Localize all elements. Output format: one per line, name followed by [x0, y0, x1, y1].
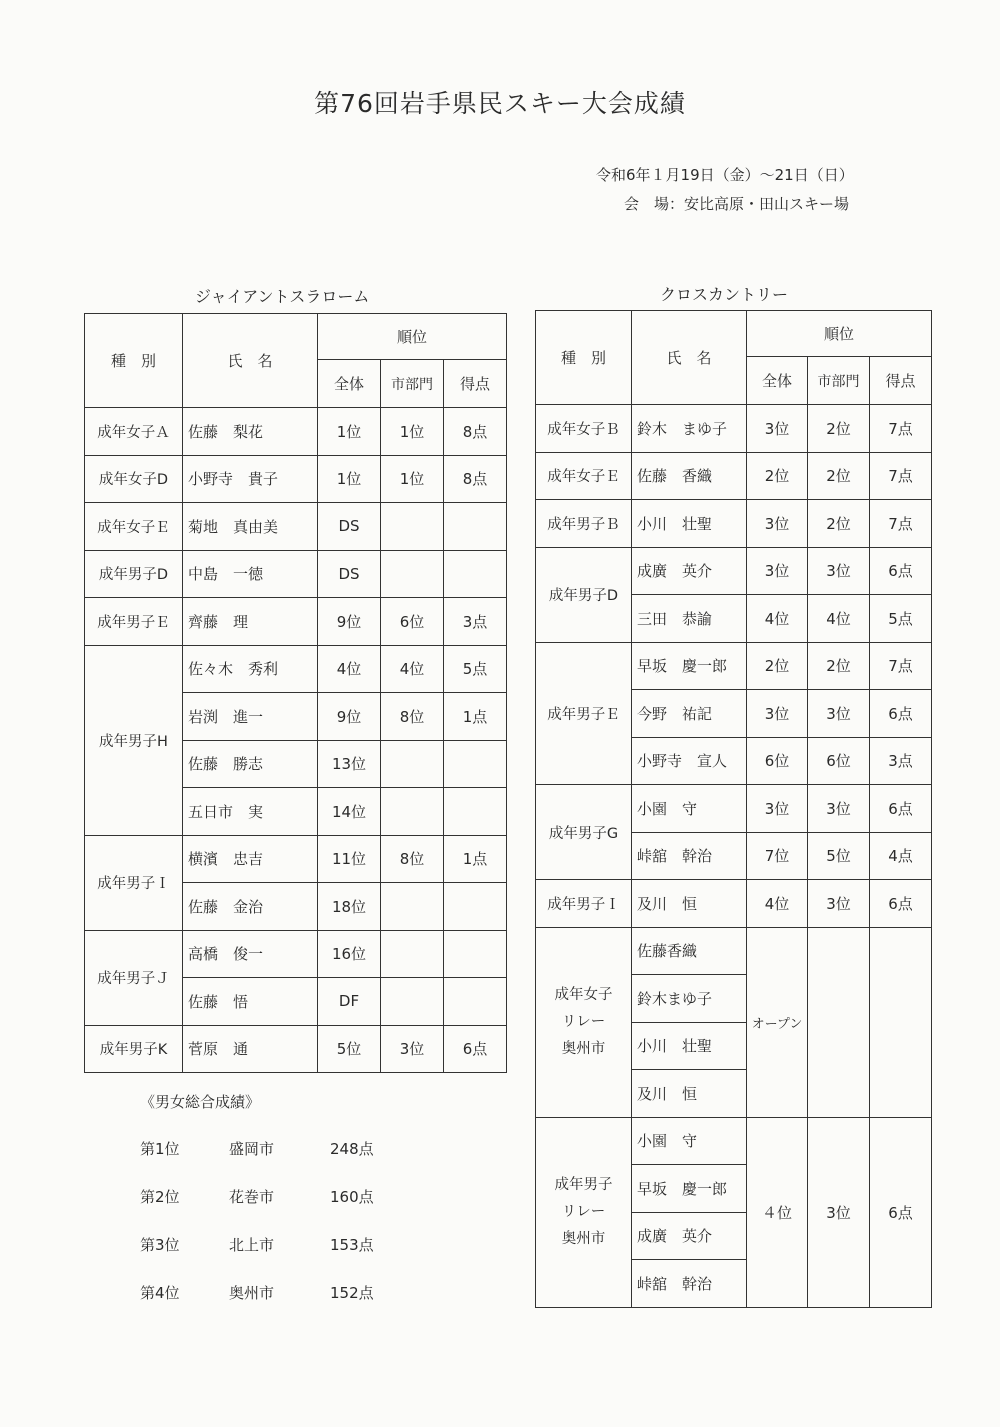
name-cell: 佐藤 梨花 — [183, 408, 318, 456]
table-row — [536, 452, 932, 500]
overall-rank-cell: 1位 — [318, 408, 381, 456]
overall-rank-cell: 9位 — [318, 598, 381, 646]
points-cell — [870, 927, 932, 1117]
overall-rank-cell: DF — [318, 978, 381, 1026]
city-rank-cell: 1位 — [381, 408, 444, 456]
table-row — [85, 550, 507, 598]
header-points: 得点 — [870, 357, 932, 405]
overall-rank: 第2位 — [140, 1188, 180, 1206]
city-rank-cell: 6位 — [808, 737, 870, 785]
name-cell: 高橋 俊一 — [183, 930, 318, 978]
points-cell — [444, 978, 507, 1026]
table-row — [536, 500, 932, 548]
table-row — [536, 547, 932, 595]
points-cell: 7点 — [870, 642, 932, 690]
name-cell: 鈴木 まゆ子 — [632, 405, 747, 453]
city-rank-cell: 4位 — [381, 645, 444, 693]
name-cell: 小野寺 宣人 — [632, 737, 747, 785]
overall-rank-cell: 5位 — [318, 1025, 381, 1073]
points-cell — [444, 883, 507, 931]
name-cell: 菊地 真由美 — [183, 503, 318, 551]
relay-category-line: 成年男子 — [554, 1176, 613, 1193]
name-cell: 佐藤 勝志 — [183, 740, 318, 788]
overall-rank-cell: オープン — [747, 927, 808, 1117]
name-cell: 五日市 実 — [183, 788, 318, 836]
points-cell — [444, 550, 507, 598]
header-city-division: 市部門 — [381, 360, 444, 408]
name-cell: 成廣 英介 — [632, 1212, 747, 1260]
category-cell: 成年男子K — [85, 1025, 183, 1073]
name-cell: 及川 恒 — [632, 1070, 747, 1118]
points-cell — [444, 503, 507, 551]
city-rank-cell: 3位 — [808, 690, 870, 738]
overall-rank-cell: 4位 — [318, 645, 381, 693]
header-overall: 全体 — [747, 357, 808, 405]
name-cell: 小川 壮聖 — [632, 500, 747, 548]
document-title: 第76回岩手県民スキー大会成績 — [314, 89, 686, 118]
name-cell: 峠舘 幹治 — [632, 832, 747, 880]
points-cell: 6点 — [870, 547, 932, 595]
city-rank-cell: 8位 — [381, 693, 444, 741]
overall-rank-cell: 2位 — [747, 642, 808, 690]
city-rank-cell — [381, 740, 444, 788]
overall-rank-cell: 7位 — [747, 832, 808, 880]
overall-rank-cell: 3位 — [747, 785, 808, 833]
category-cell: 成年女子Ａ — [85, 408, 183, 456]
overall-rank-cell: 4位 — [747, 595, 808, 643]
name-cell: 齊藤 理 — [183, 598, 318, 646]
city-rank-cell: 1位 — [381, 455, 444, 503]
overall-rank-cell: 14位 — [318, 788, 381, 836]
city-rank-cell: 2位 — [808, 500, 870, 548]
points-cell: 3点 — [870, 737, 932, 785]
city-rank-cell: 8位 — [381, 835, 444, 883]
name-cell: 小野寺 貴子 — [183, 455, 318, 503]
relay-category-line: リレー — [561, 1203, 606, 1220]
overall-rank: 第4位 — [140, 1284, 180, 1302]
name-cell: 佐藤 悟 — [183, 978, 318, 1026]
table-row — [85, 503, 507, 551]
overall-rank-cell: 3位 — [747, 690, 808, 738]
points-cell: 4点 — [870, 832, 932, 880]
points-cell: 6点 — [444, 1025, 507, 1073]
header-city-division: 市部門 — [808, 357, 870, 405]
overall-rank-cell: 1位 — [318, 455, 381, 503]
category-cell: 成年男子Ｅ — [85, 598, 183, 646]
overall-rank-cell: 3位 — [747, 405, 808, 453]
name-cell: 鈴木まゆ子 — [632, 975, 747, 1023]
name-cell: 佐々木 秀利 — [183, 645, 318, 693]
table-row — [536, 880, 932, 928]
overall-rank-cell: DS — [318, 550, 381, 598]
category-cell: 成年男子Ｅ — [536, 642, 632, 785]
city-rank-cell — [381, 503, 444, 551]
overall-rank-cell: 6位 — [747, 737, 808, 785]
city-rank-cell: 3位 — [808, 1117, 870, 1307]
points-cell — [444, 740, 507, 788]
city-rank-cell: 3位 — [808, 785, 870, 833]
city-rank-cell — [808, 927, 870, 1117]
points-cell: 7点 — [870, 405, 932, 453]
giant-slalom-title: ジャイアントスラローム — [195, 287, 370, 306]
overall-rank: 第3位 — [140, 1236, 180, 1254]
overall-rank-cell: 3位 — [747, 547, 808, 595]
table-row — [536, 1117, 932, 1165]
relay-category-line: 奥州市 — [561, 1040, 606, 1057]
cross-country-table — [535, 310, 932, 1308]
points-cell: 5点 — [870, 595, 932, 643]
relay-category-line: リレー — [561, 1013, 606, 1030]
table-row — [85, 930, 507, 978]
header-name: 氏 名 — [632, 311, 747, 405]
points-cell: 3点 — [444, 598, 507, 646]
name-cell: 横濱 忠吉 — [183, 835, 318, 883]
relay-category-line: 成年女子 — [554, 986, 613, 1003]
table-row — [85, 598, 507, 646]
overall-rank-cell: ４位 — [747, 1117, 808, 1307]
category-cell: 成年男子Ｉ — [536, 880, 632, 928]
table-row — [85, 645, 507, 693]
points-cell: 6点 — [870, 880, 932, 928]
overall-points: 152点 — [330, 1284, 374, 1302]
header-points: 得点 — [444, 360, 507, 408]
name-cell: 佐藤 金治 — [183, 883, 318, 931]
overall-city: 北上市 — [229, 1236, 275, 1254]
points-cell — [444, 788, 507, 836]
city-rank-cell: 2位 — [808, 452, 870, 500]
name-cell: 佐藤香織 — [632, 927, 747, 975]
cross-country-title: クロスカントリー — [660, 285, 789, 304]
overall-rank-cell: 2位 — [747, 452, 808, 500]
name-cell: 早坂 慶一郎 — [632, 1165, 747, 1213]
points-cell: 1点 — [444, 693, 507, 741]
city-rank-cell: 2位 — [808, 405, 870, 453]
overall-rank-cell: 9位 — [318, 693, 381, 741]
category-cell: 成年男子Ｊ — [85, 930, 183, 1025]
city-rank-cell: 6位 — [381, 598, 444, 646]
city-rank-cell — [381, 550, 444, 598]
overall-points: 160点 — [330, 1188, 374, 1206]
relay-category-cell — [536, 927, 632, 1117]
name-cell: 菅原 通 — [183, 1025, 318, 1073]
name-cell: 佐藤 香織 — [632, 452, 747, 500]
city-rank-cell: 2位 — [808, 642, 870, 690]
points-cell: 6点 — [870, 785, 932, 833]
points-cell: 8点 — [444, 455, 507, 503]
relay-category-line: 奥州市 — [561, 1230, 606, 1247]
overall-city: 花巻市 — [229, 1188, 275, 1206]
header-category: 種 別 — [85, 314, 183, 408]
city-rank-cell: 3位 — [381, 1025, 444, 1073]
points-cell — [444, 930, 507, 978]
relay-category-cell — [536, 1117, 632, 1307]
overall-city: 盛岡市 — [229, 1140, 275, 1158]
city-rank-cell: 3位 — [808, 880, 870, 928]
city-rank-cell — [381, 930, 444, 978]
overall-rank-cell: 18位 — [318, 883, 381, 931]
table-row — [85, 408, 507, 456]
overall-points: 248点 — [330, 1140, 374, 1158]
name-cell: 早坂 慶一郎 — [632, 642, 747, 690]
overall-rank-cell: 4位 — [747, 880, 808, 928]
table-row — [536, 642, 932, 690]
name-cell: 小川 壮聖 — [632, 1022, 747, 1070]
header-rank: 順位 — [747, 311, 932, 357]
table-row — [536, 927, 932, 975]
overall-rank-cell: DS — [318, 503, 381, 551]
category-cell: 成年女子Ｅ — [85, 503, 183, 551]
points-cell: 1点 — [444, 835, 507, 883]
category-cell: 成年男子Ｂ — [536, 500, 632, 548]
name-cell: 峠舘 幹治 — [632, 1260, 747, 1308]
giant-slalom-table — [84, 313, 507, 1073]
overall-results-title: 《男女総合成績》 — [140, 1093, 261, 1111]
table-row — [536, 405, 932, 453]
event-date: 令和6年１月19日（金）～21日（日） — [596, 166, 854, 184]
header-category: 種 別 — [536, 311, 632, 405]
name-cell: 岩渕 進一 — [183, 693, 318, 741]
points-cell: 7点 — [870, 452, 932, 500]
overall-rank-cell: 11位 — [318, 835, 381, 883]
points-cell: 5点 — [444, 645, 507, 693]
city-rank-cell: 5位 — [808, 832, 870, 880]
header-rank: 順位 — [318, 314, 507, 360]
category-cell: 成年男子D — [85, 550, 183, 598]
points-cell: 6点 — [870, 1117, 932, 1307]
points-cell: 6点 — [870, 690, 932, 738]
header-name: 氏 名 — [183, 314, 318, 408]
category-cell: 成年男子H — [85, 645, 183, 835]
overall-rank-cell: 3位 — [747, 500, 808, 548]
table-row — [536, 785, 932, 833]
name-cell: 成廣 英介 — [632, 547, 747, 595]
city-rank-cell — [381, 788, 444, 836]
table-row — [85, 455, 507, 503]
category-cell: 成年男子Ｉ — [85, 835, 183, 930]
table-row — [85, 1025, 507, 1073]
overall-city: 奥州市 — [229, 1284, 275, 1302]
category-cell: 成年女子D — [85, 455, 183, 503]
city-rank-cell: 4位 — [808, 595, 870, 643]
overall-points: 153点 — [330, 1236, 374, 1254]
category-cell: 成年男子D — [536, 547, 632, 642]
name-cell: 及川 恒 — [632, 880, 747, 928]
name-cell: 小園 守 — [632, 785, 747, 833]
event-venue: 会 場：安比高原・田山スキー場 — [624, 195, 850, 213]
city-rank-cell — [381, 978, 444, 1026]
name-cell: 小園 守 — [632, 1117, 747, 1165]
points-cell: 7点 — [870, 500, 932, 548]
header-overall: 全体 — [318, 360, 381, 408]
name-cell: 三田 恭諭 — [632, 595, 747, 643]
category-cell: 成年女子Ｅ — [536, 452, 632, 500]
table-row — [85, 835, 507, 883]
overall-rank: 第1位 — [140, 1140, 180, 1158]
category-cell: 成年男子G — [536, 785, 632, 880]
overall-rank-cell: 13位 — [318, 740, 381, 788]
overall-rank-cell: 16位 — [318, 930, 381, 978]
name-cell: 中島 一徳 — [183, 550, 318, 598]
city-rank-cell — [381, 883, 444, 931]
city-rank-cell: 3位 — [808, 547, 870, 595]
name-cell: 今野 祐記 — [632, 690, 747, 738]
category-cell: 成年女子Ｂ — [536, 405, 632, 453]
points-cell: 8点 — [444, 408, 507, 456]
